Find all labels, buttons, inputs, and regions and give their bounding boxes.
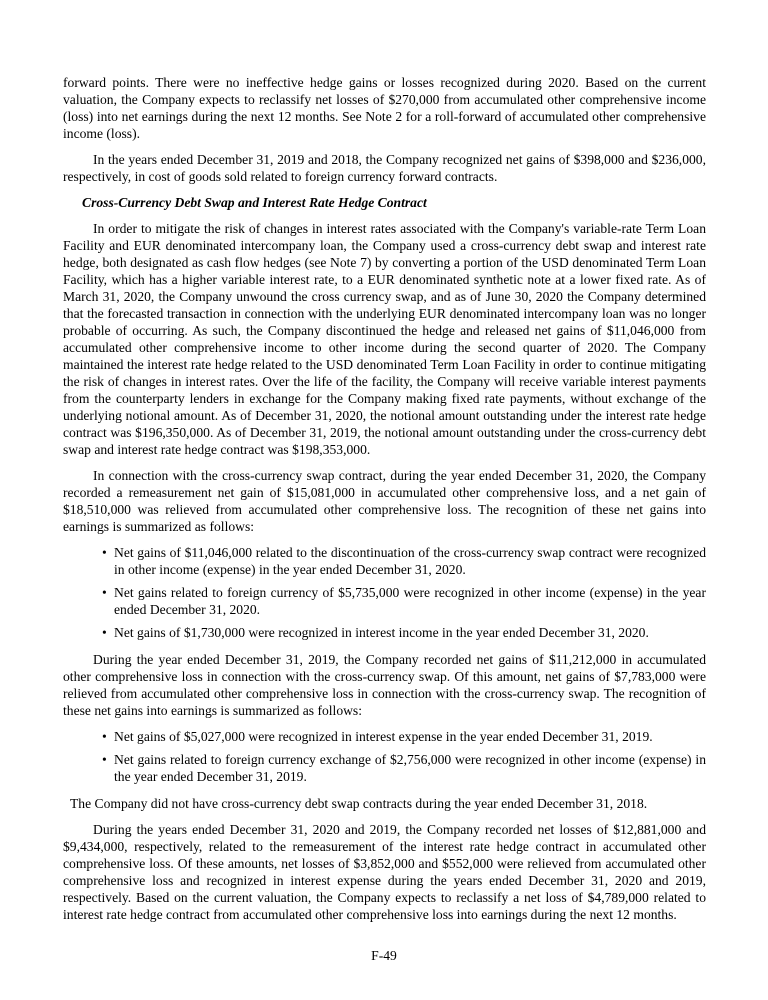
paragraph-in-connection: In connection with the cross-currency swap contract, during the year ended December 31, 2020, the Company recorded a remeasurement net gain of $15,081,000 in accumulated other comprehensive loss, and a net gain of $18,510,000 was relieved from accumulated other comprehensive loss. The recognition of these net gains into earnings is summarized as follows: [63, 468, 706, 534]
bullet-text: Net gains related to foreign currency exchange of $2,756,000 were recognized in other income (expense) in the year ended December 31, 2019. [114, 752, 706, 784]
bullet-item [63, 751, 706, 785]
paragraph-forward-points: forward points. There were no ineffective hedge gains or losses recognized during 2020. Based on the current valuation, the Company expects to reclassify net losses of $270,000 from accumulated other comprehensive income (loss) into net earnings during the next 12 months. See Note 2 for a roll-forward of accumulated other comprehensive income (loss). [63, 75, 706, 141]
bullet-list-2019 [63, 728, 706, 785]
bullet-icon: • [102, 752, 107, 767]
paragraph-during-2020-2019: During the years ended December 31, 2020 and 2019, the Company recorded net losses of $12,881,000 and $9,434,000, respectively, related to the remeasurement of the interest rate hedge contract in accumulated other comprehensive loss. Of these amounts, net losses of $3,852,000 and $552,000 were relieved from accumulated other comprehensive loss and recognized in interest expense during the years ended December 31, 2020 and 2019, respectively. Based on the current valuation, the Company expects to reclassify a net loss of $4,789,000 related to interest rate hedge contract from accumulated other comprehensive loss into earnings during the next 12 months. [63, 822, 706, 922]
bullet-text: Net gains of $5,027,000 were recognized in interest expense in the year ended December 31, 2019. [114, 729, 653, 744]
bullet-item [63, 624, 706, 641]
section-heading-cross-currency: Cross-Currency Debt Swap and Interest Rate Hedge Contract [82, 195, 427, 210]
paragraph-in-order-to-mitigate: In order to mitigate the risk of changes in interest rates associated with the Company's variable-rate Term Loan Facility and EUR denominated intercompany loan, the Company used a cross-currency debt swap and interest rate hedge, both designated as cash flow hedges (see Note 7) by converting a portion of the USD denominated Term Loan Facility, which has a higher variable interest rate, to a EUR denominated synthetic note at a lower fixed rate. As of March 31, 2020, the Company unwound the cross currency swap, and as of June 30, 2020 the Company determined that the forecasted transaction in connection with the underlying EUR denominated intercompany loan was no longer probable of occurring. As such, the Company discontinued the hedge and released net gains of $11,046,000 from accumulated other comprehensive income to other income during the second quarter of 2020. The Company maintained the interest rate hedge related to the USD denominated Term Loan Facility in order to continue mitigating the risk of changes in interest rates. Over the life of the facility, the Company will receive variable interest payments from the counterparty lenders in exchange for the Company making fixed rate payments, without exchange of the underlying notional amount. As of December 31, 2020, the notional amount outstanding under the interest rate hedge contract was $196,350,000. As of December 31, 2019, the notional amount outstanding under the cross-currency debt swap and interest rate hedge contract was $198,353,000. [63, 221, 706, 457]
paragraph-during-2019: During the year ended December 31, 2019, the Company recorded net gains of $11,212,000 in accumulated other comprehensive loss in connection with the cross-currency swap. Of this amount, net gains of $7,783,000 were relieved from accumulated other comprehensive loss in connection with the cross-currency swap. The recognition of these net gains into earnings is summarized as follows: [63, 652, 706, 718]
page-number: F-49 [371, 948, 397, 963]
bullet-icon: • [102, 585, 107, 600]
bullet-icon: • [102, 729, 107, 744]
bullet-item [63, 728, 706, 745]
bullet-icon: • [102, 625, 107, 640]
bullet-text: Net gains of $1,730,000 were recognized in interest income in the year ended December 31, 2020. [114, 625, 649, 640]
bullet-text: Net gains of $11,046,000 related to the discontinuation of the cross-currency swap contract were recognized in other income (expense) in the year ended December 31, 2020. [114, 545, 706, 577]
bullet-icon: • [102, 545, 107, 560]
bullet-item [63, 584, 706, 618]
paragraph-no-contracts-2018: The Company did not have cross-currency debt swap contracts during the year ended December 31, 2018. [70, 796, 648, 811]
bullet-text: Net gains related to foreign currency of $5,735,000 were recognized in other income (expense) in the year ended December 31, 2020. [114, 585, 706, 617]
bullet-list-2020 [63, 544, 706, 641]
bullet-item [63, 544, 706, 578]
paragraph-years-2019-2018: In the years ended December 31, 2019 and 2018, the Company recognized net gains of $398,000 and $236,000, respectively, in cost of goods sold related to foreign currency forward contracts. [63, 152, 706, 184]
